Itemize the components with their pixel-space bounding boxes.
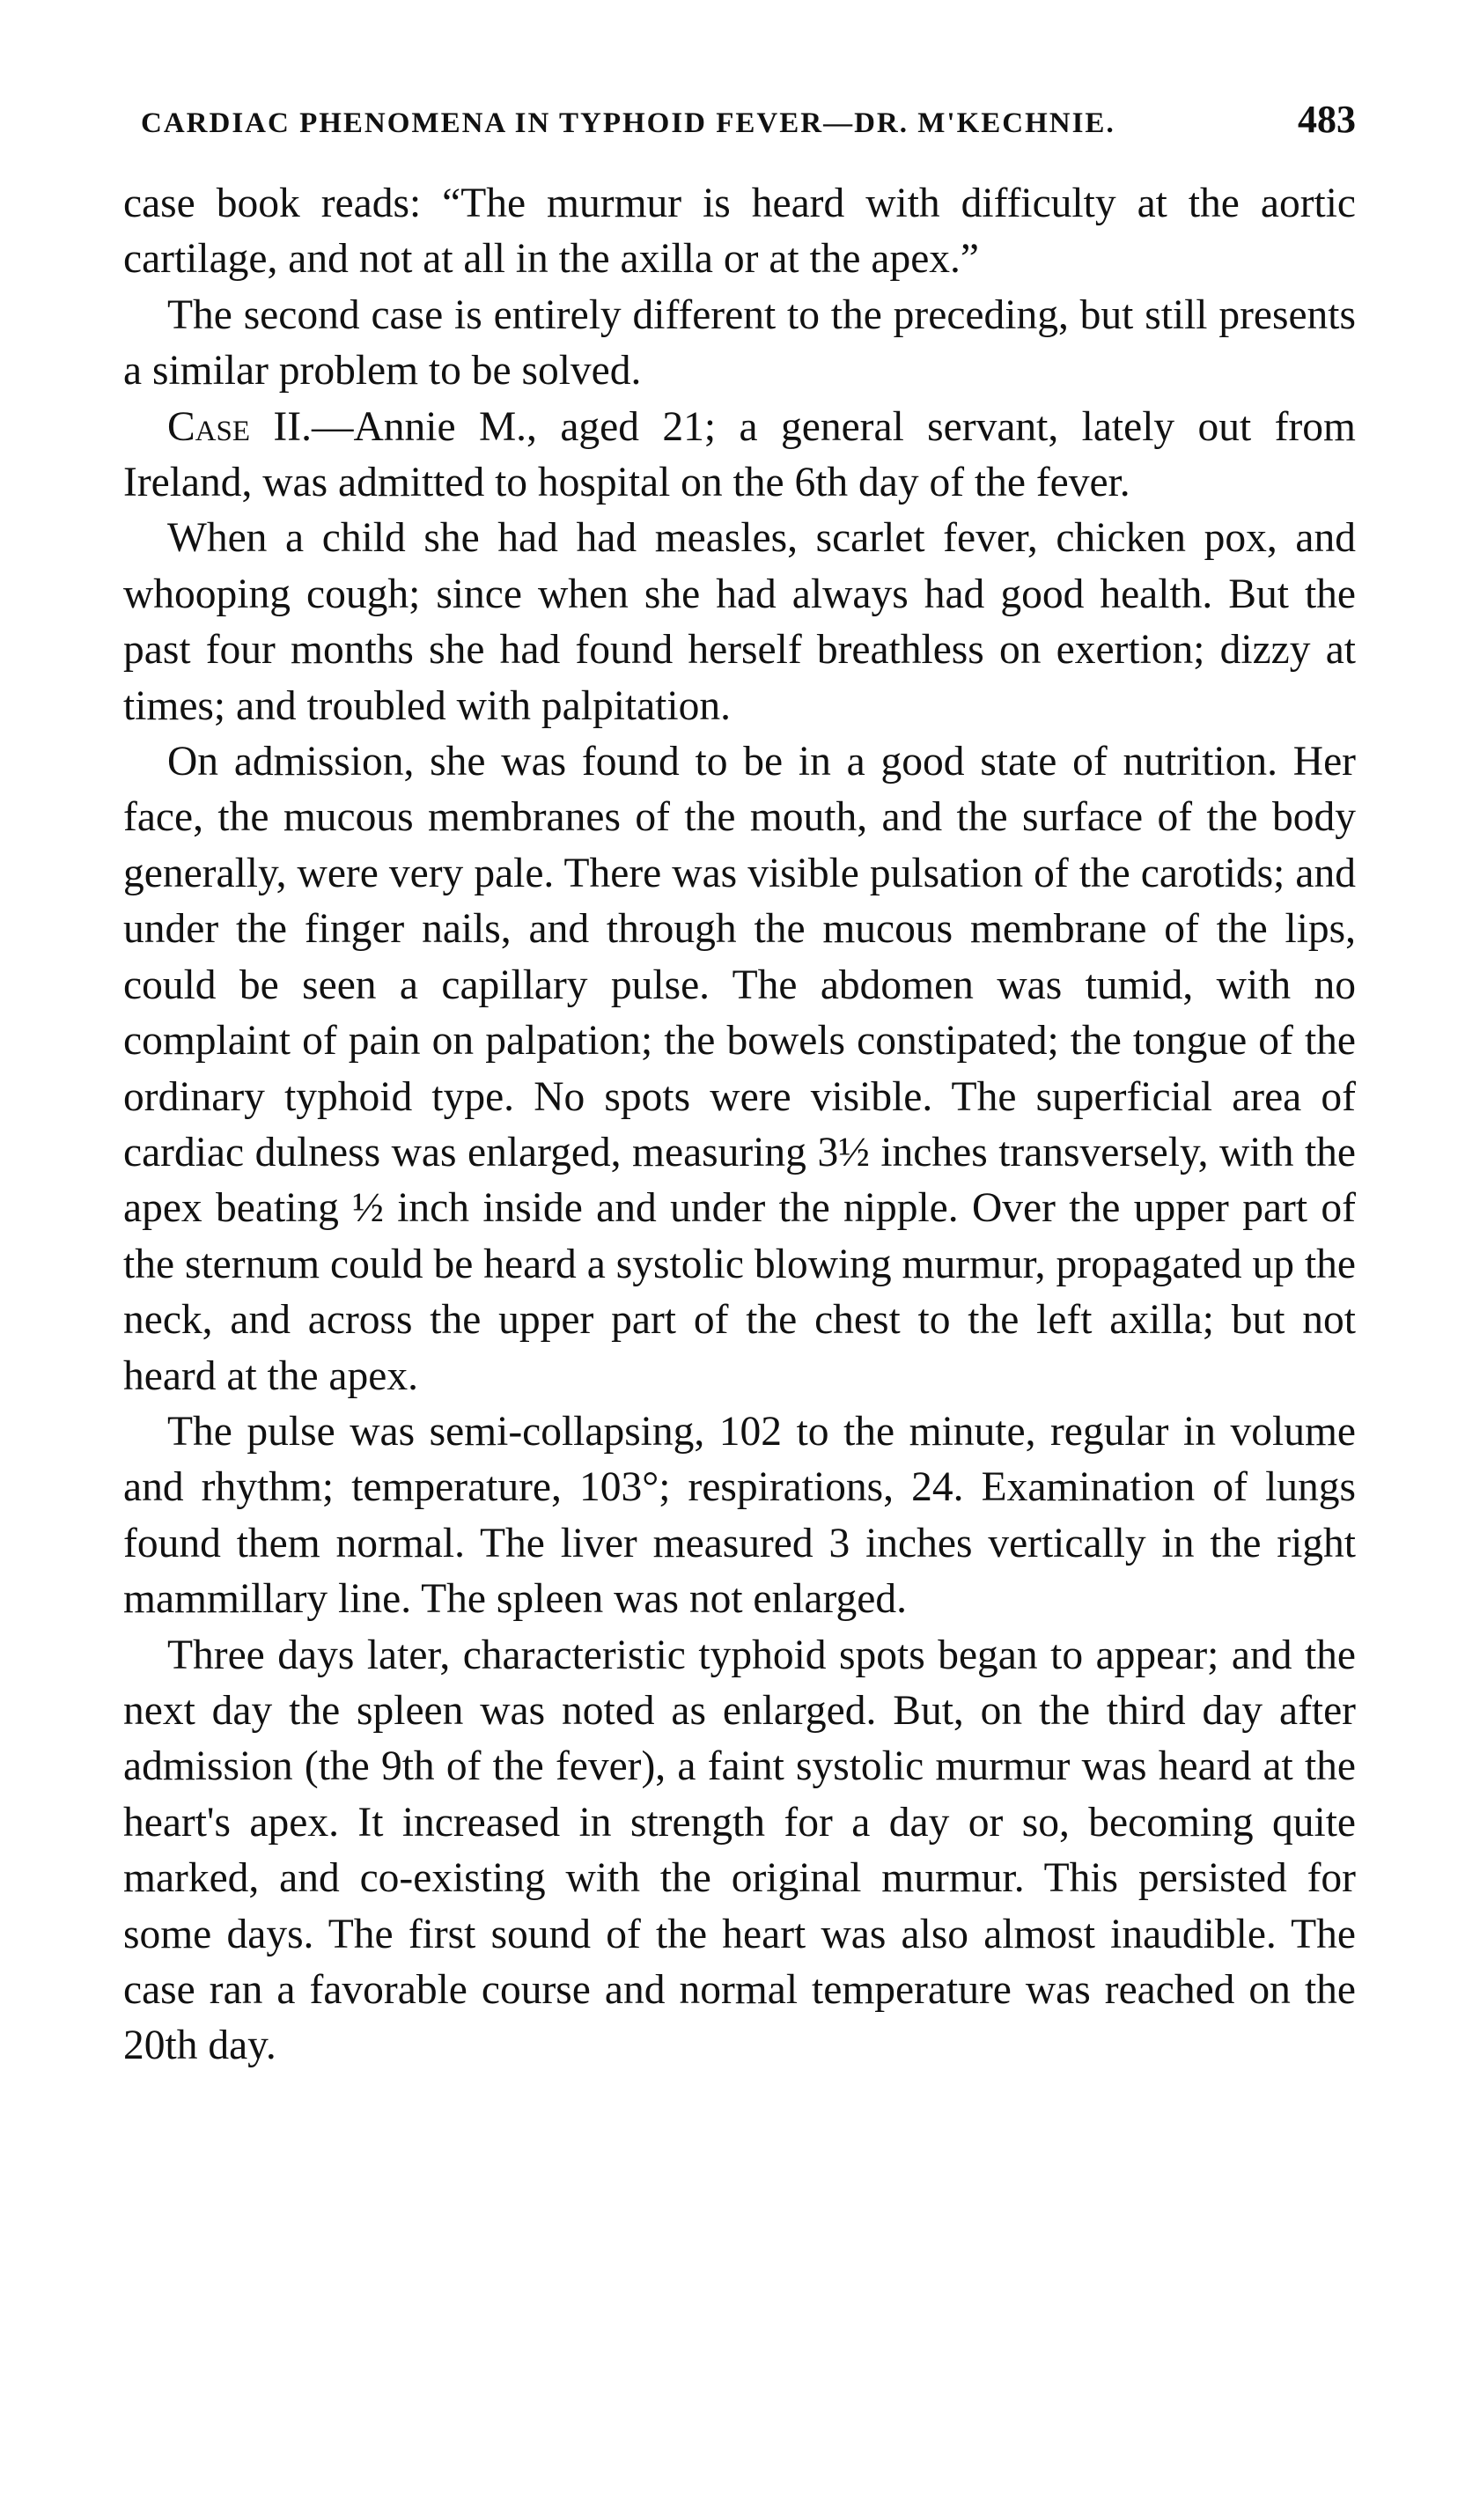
running-title: CARDIAC PHENOMENA IN TYPHOID FEVER—DR. M'KECHNIE. — [141, 107, 1115, 139]
paragraph: case book reads: “The murmur is heard with difficulty at the aortic cartilage, and not at all in the axilla or at the apex.” — [123, 181, 1356, 283]
paragraph: On admission, she was found to be in a good state of nutrition. Her face, the mucous membranes of the mouth, and the surface of the body generally, were very pale. There was visible pulsation of the carotids; and under the finger nails, and through the mucous membrane of the lips, could be seen a capillary pulse. The abdomen was tumid, with no complaint of pain on palpation; the bowels constipated; the tongue of the ordinary typhoid type. No spots were visible. The superficial area of cardiac dulness was enlarged, measuring 3½ inches transversely, with the apex beating ½ inch inside and under the nipple. Over the upper part of the sternum could be heard a systolic blowing murmur, propagated up the neck, and across the upper part of the chest to the left axilla; but not heard at the apex. — [123, 739, 1356, 1399]
case-label: Case II. — [167, 403, 312, 450]
paragraph: When a child she had had measles, scarlet fever, chicken pox, and whooping cough; since when she had always had good health. But the past four months she had found herself breathless on exertion; dizzy at times; and troubled with palpitation. — [123, 515, 1356, 729]
paragraph: The second case is entirely different to the preceding, but still presents a similar problem to be solved. — [123, 291, 1356, 394]
body-text — [123, 176, 1356, 2074]
paragraph: Three days later, characteristic typhoid spots began to appear; and the next day the spleen was noted as enlarged. But, on the third day after admission (the 9th of the fever), a faint systolic murmur was heard at the heart's apex. It increased in strength for a day or so, becoming quite marked, and co-existing with the original murmur. This persisted for some days. The first sound of the heart was also almost inaudible. The case ran a favorable course and normal temperature was reached on the 20th day. — [123, 1632, 1356, 2069]
running-header — [141, 97, 1356, 150]
paragraph: The pulse was semi-collapsing, 102 to the minute, regular in volume and rhythm; temperature, 103°; respirations, 24. Examination of lungs found them normal. The liver measured 3 inches vertically in the right mammillary line. The spleen was not enlarged. — [123, 1408, 1356, 1623]
page-number: 483 — [1298, 98, 1356, 141]
paragraph: Case II.—Annie M., aged 21; a general servant, lately out from Ireland, was admitted to hospital on the 6th day of the fever. — [123, 403, 1356, 506]
